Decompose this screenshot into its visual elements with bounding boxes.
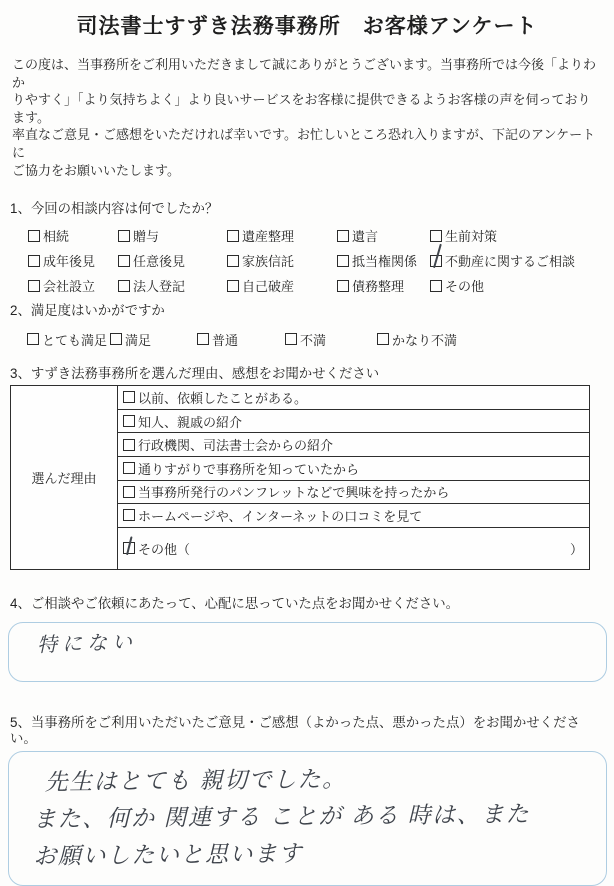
section-q5 — [10, 715, 604, 886]
checkbox[interactable] — [197, 333, 209, 345]
checkbox-label: 当事務所発行のパンフレットなどで興味を持ったから — [138, 485, 450, 501]
intro-line: ご協力をお願いいたします。 — [12, 162, 180, 178]
q1-option-isanseiri — [227, 226, 337, 245]
handwritten-line: お願いしたいと思います — [33, 839, 304, 869]
q1-option-fudousan-checked — [430, 251, 604, 270]
checkbox[interactable] — [430, 230, 442, 242]
section-q4 — [10, 596, 604, 682]
close-paren-label: ） — [569, 541, 583, 557]
checkbox-label: その他 — [445, 279, 485, 295]
q2-option-kanari-fuman — [377, 330, 604, 349]
checkbox-label: 相続 — [43, 229, 70, 245]
table-row-other-checked — [118, 528, 589, 569]
checkbox[interactable] — [28, 230, 40, 242]
checkbox-label: 法人登記 — [133, 279, 186, 295]
checkbox-label: 普通 — [212, 332, 239, 348]
intro-line: りやすく」「より気持ちよく」より良いサービスをお客様に提供できるようお客様の声を伺っております。 — [12, 92, 591, 125]
q1-option-zouyo — [118, 226, 227, 245]
checkbox[interactable] — [227, 255, 239, 267]
check-mark-icon — [126, 537, 133, 556]
q1-row — [28, 223, 604, 248]
checkbox-label: 生前対策 — [445, 229, 498, 245]
handwritten-line: また、何か 関連する ことが ある 時は、また — [32, 800, 531, 832]
intro-line: 率直なご意見・ご感想をいただければ幸いです。お忙しいところ恐れ入りますが、下記のアンケートに — [12, 127, 596, 160]
checkbox-label: 成年後見 — [43, 254, 96, 270]
checkbox-label: 通りすがりで事務所を知っていたから — [138, 461, 360, 477]
checkbox-label: 抵当権関係 — [352, 254, 418, 270]
intro-line: この度は、当事務所をご利用いただきまして誠にありがとうございます。当事務所では今後「よりわか — [12, 57, 596, 90]
checkbox-label: 債務整理 — [352, 279, 405, 295]
checkbox-label: 任意後見 — [133, 254, 186, 270]
checkbox[interactable] — [110, 333, 122, 345]
checkbox-label: 不動産に関するご相談 — [445, 254, 576, 270]
checkbox-label: 不満 — [300, 332, 327, 348]
table-row-header: 選んだ理由 — [11, 386, 118, 569]
checkbox-label: 自己破産 — [242, 279, 295, 295]
checkbox-label: 知人、親戚の紹介 — [138, 414, 243, 430]
reasons-table — [10, 385, 590, 570]
q2-option-totemo-manzoku — [27, 330, 110, 349]
table-row — [118, 410, 589, 434]
checkbox[interactable] — [118, 255, 130, 267]
section-q1 — [10, 201, 604, 298]
table-row — [118, 386, 589, 410]
checkbox[interactable] — [28, 280, 40, 292]
intro-text — [12, 56, 602, 179]
q1-option-ninikouken — [118, 251, 227, 270]
checkbox[interactable] — [123, 486, 135, 498]
answer-box-q5[interactable] — [8, 751, 607, 886]
q1-option-teitouken — [337, 251, 430, 270]
checkbox-label: その他（ — [138, 541, 191, 557]
q1-option-kazokushintaku — [227, 251, 337, 270]
checkbox[interactable] — [377, 333, 389, 345]
page-title: 司法書士すずき法務事務所 お客様アンケート — [76, 15, 538, 38]
table-row — [118, 433, 589, 457]
checkbox[interactable] — [123, 391, 135, 403]
checkbox[interactable] — [337, 255, 349, 267]
q1-options — [28, 223, 604, 298]
checkbox-checked[interactable] — [123, 542, 135, 554]
checkbox[interactable] — [337, 230, 349, 242]
q2-option-manzoku — [110, 330, 197, 349]
checkbox-checked[interactable] — [430, 255, 442, 267]
table-row — [118, 481, 589, 505]
section-q2 — [10, 303, 604, 352]
checkbox[interactable] — [123, 415, 135, 427]
q2-options — [27, 326, 604, 352]
checkbox-label: 遺言 — [352, 229, 379, 245]
checkbox-label: とても満足 — [42, 332, 108, 348]
handwritten-line: 先生はとても 親切でした。 — [44, 765, 347, 795]
q3-heading: 3、すずき法務事務所を選んだ理由、感想をお聞かせください — [10, 366, 380, 382]
checkbox[interactable] — [227, 280, 239, 292]
checkbox[interactable] — [118, 230, 130, 242]
checkbox[interactable] — [27, 333, 39, 345]
checkbox[interactable] — [227, 230, 239, 242]
q1-option-houjintouki — [118, 276, 227, 295]
checkbox-label: ホームページや、インターネットの口コミを見て — [138, 508, 423, 524]
q1-option-seizentaisaku — [430, 226, 604, 245]
section-q3 — [10, 366, 604, 570]
q1-row — [28, 248, 604, 273]
q5-heading: 5、当事務所をご利用いただいたご意見・ご感想（よかった点、悪かった点）をお聞かせください。 — [10, 714, 580, 746]
table-row — [118, 457, 589, 481]
checkbox[interactable] — [118, 280, 130, 292]
handwritten-answer-q5 — [8, 749, 606, 875]
q1-option-saimuseiri — [337, 276, 430, 295]
checkbox[interactable] — [285, 333, 297, 345]
q2-option-futsuu — [197, 330, 285, 349]
checkbox-label: 家族信託 — [242, 254, 295, 270]
q2-heading: 2、満足度はいかがですか — [10, 303, 165, 319]
handwritten-answer-q4: 特にない — [36, 630, 138, 657]
q1-option-jikohasan — [227, 276, 337, 295]
checkbox-label: 満足 — [125, 332, 152, 348]
table-body — [118, 386, 589, 569]
q2-option-fuman — [285, 330, 377, 349]
q1-option-souzoku — [28, 226, 118, 245]
checkbox[interactable] — [123, 462, 135, 474]
q1-option-kaishasetsuritsu — [28, 276, 118, 295]
answer-box-q4[interactable] — [8, 622, 607, 682]
checkbox-label: 以前、依頼したことがある。 — [138, 390, 308, 406]
checkbox-label: 贈与 — [133, 229, 160, 245]
q1-option-sonota — [430, 276, 604, 295]
q1-heading: 1、今回の相談内容は何でしたか？ — [10, 201, 219, 217]
q4-heading: 4、ご相談やご依頼にあたって、心配に思っていた点をお聞かせください。 — [10, 595, 460, 611]
checkbox[interactable] — [430, 280, 442, 292]
checkbox[interactable] — [337, 280, 349, 292]
q1-row — [28, 273, 604, 298]
q1-option-yuigon — [337, 226, 430, 245]
checkbox-label: 行政機関、司法書士会からの紹介 — [138, 438, 334, 454]
checkbox[interactable] — [123, 509, 135, 521]
checkbox[interactable] — [28, 255, 40, 267]
checkbox-label: かなり不満 — [392, 332, 458, 348]
q1-option-seinenkouken — [28, 251, 118, 270]
checkbox[interactable] — [123, 439, 135, 451]
checkbox-label: 遺産整理 — [242, 229, 295, 245]
checkbox-label: 会社設立 — [43, 279, 96, 295]
table-row — [118, 504, 589, 528]
